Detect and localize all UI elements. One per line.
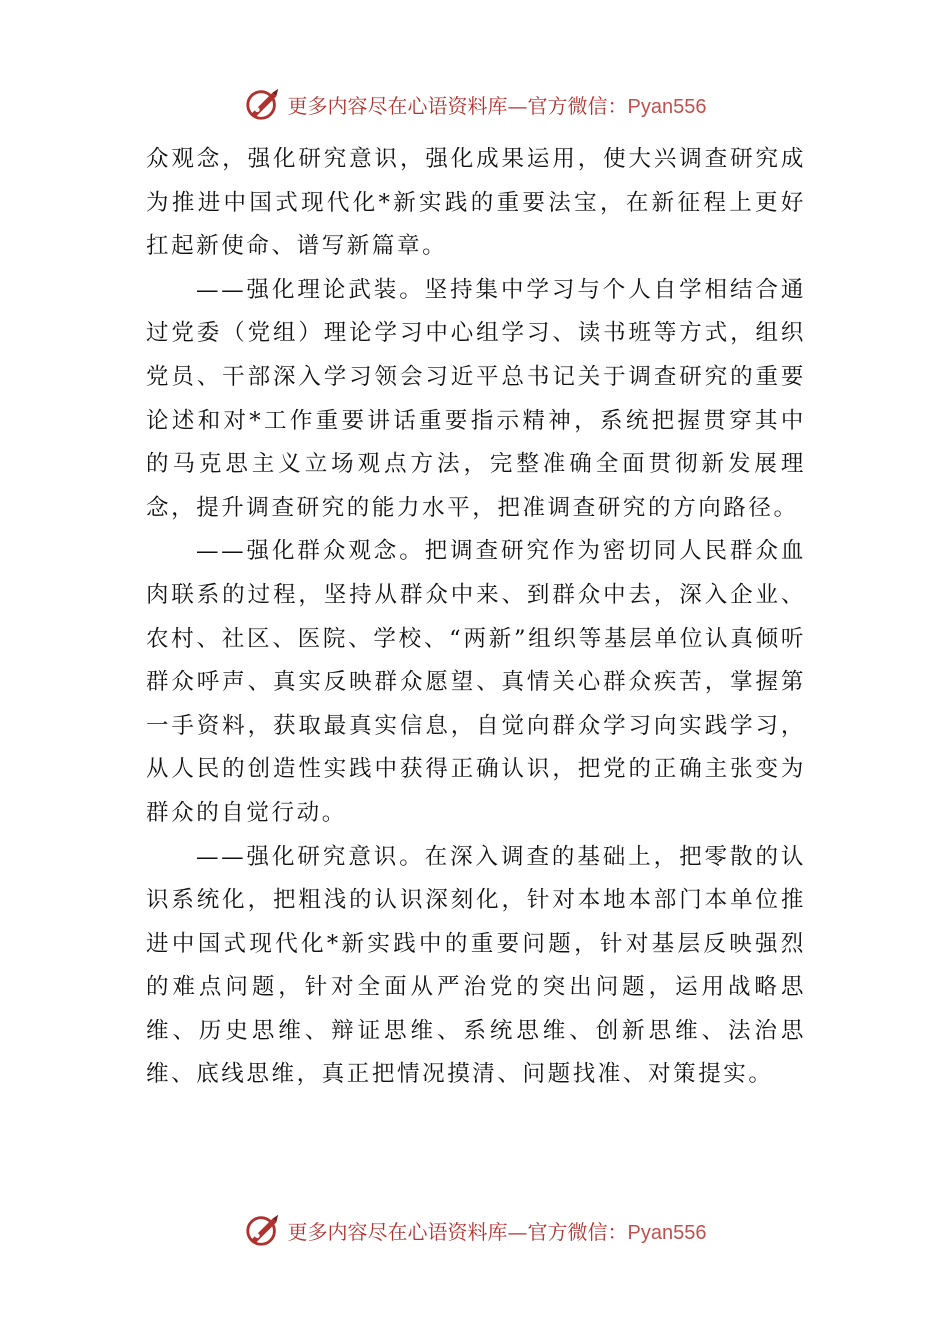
pen-circle-logo-icon <box>244 85 282 123</box>
header-watermark <box>0 82 950 126</box>
watermark-text <box>288 1216 707 1245</box>
watermark-label: 更多内容尽在心语资料库—官方微信： <box>287 93 628 118</box>
watermark-wechat-id: Pyan556 <box>627 95 707 118</box>
watermark-label: 更多内容尽在心语资料库—官方微信： <box>287 1219 628 1244</box>
paragraph-theory: ——强化理论武装。坚持集中学习与个人自学相结合通过党委（党组）理论学习中心组学习、读书班等方式，组织党员、干部深入学习领会习近平总书记关于调查研究的重要论述和对*工作重要讲话重要指示精神，系统把握贯穿其中的马克思主义立场观点方法，完整准确全面贯彻新发展理念，提升调查研究的能力水平，把准调查研究的方向路径。 <box>146 276 806 521</box>
paragraph-research: ——强化研究意识。在深入调查的基础上，把零散的认识系统化，把粗浅的认识深刻化，针对本地本部门本单位推进中国式现代化*新实践中的重要问题，针对基层反映强烈的难点问题，针对全面从严治党的突出问题，运用战略思维、历史思维、辩证思维、系统思维、创新思维、法治思维、底线思维，真正把情况摸清、问题找准、对策提实。 <box>146 843 806 1088</box>
watermark-text <box>288 90 707 119</box>
document-body <box>146 138 806 1097</box>
paragraph-continuation: 众观念，强化研究意识，强化成果运用，使大兴调查研究成为推进中国式现代化*新实践的重要法宝，在新征程上更好扛起新使命、谱写新篇章。 <box>146 146 806 260</box>
watermark-wechat-id: Pyan556 <box>627 1221 707 1244</box>
pen-circle-logo-icon <box>244 1211 282 1249</box>
footer-watermark <box>0 1208 950 1252</box>
paragraph-masses: ——强化群众观念。把调查研究作为密切同人民群众血肉联系的过程，坚持从群众中来、到群众中去，深入企业、农村、社区、医院、学校、“两新”组织等基层单位认真倾听群众呼声、真实反映群众愿望、真情关心群众疾苦，掌握第一手资料，获取最真实信息，自觉向群众学习向实践学习，从人民的创造性实践中获得正确认识，把党的正确主张变为群众的自觉行动。 <box>146 538 806 826</box>
